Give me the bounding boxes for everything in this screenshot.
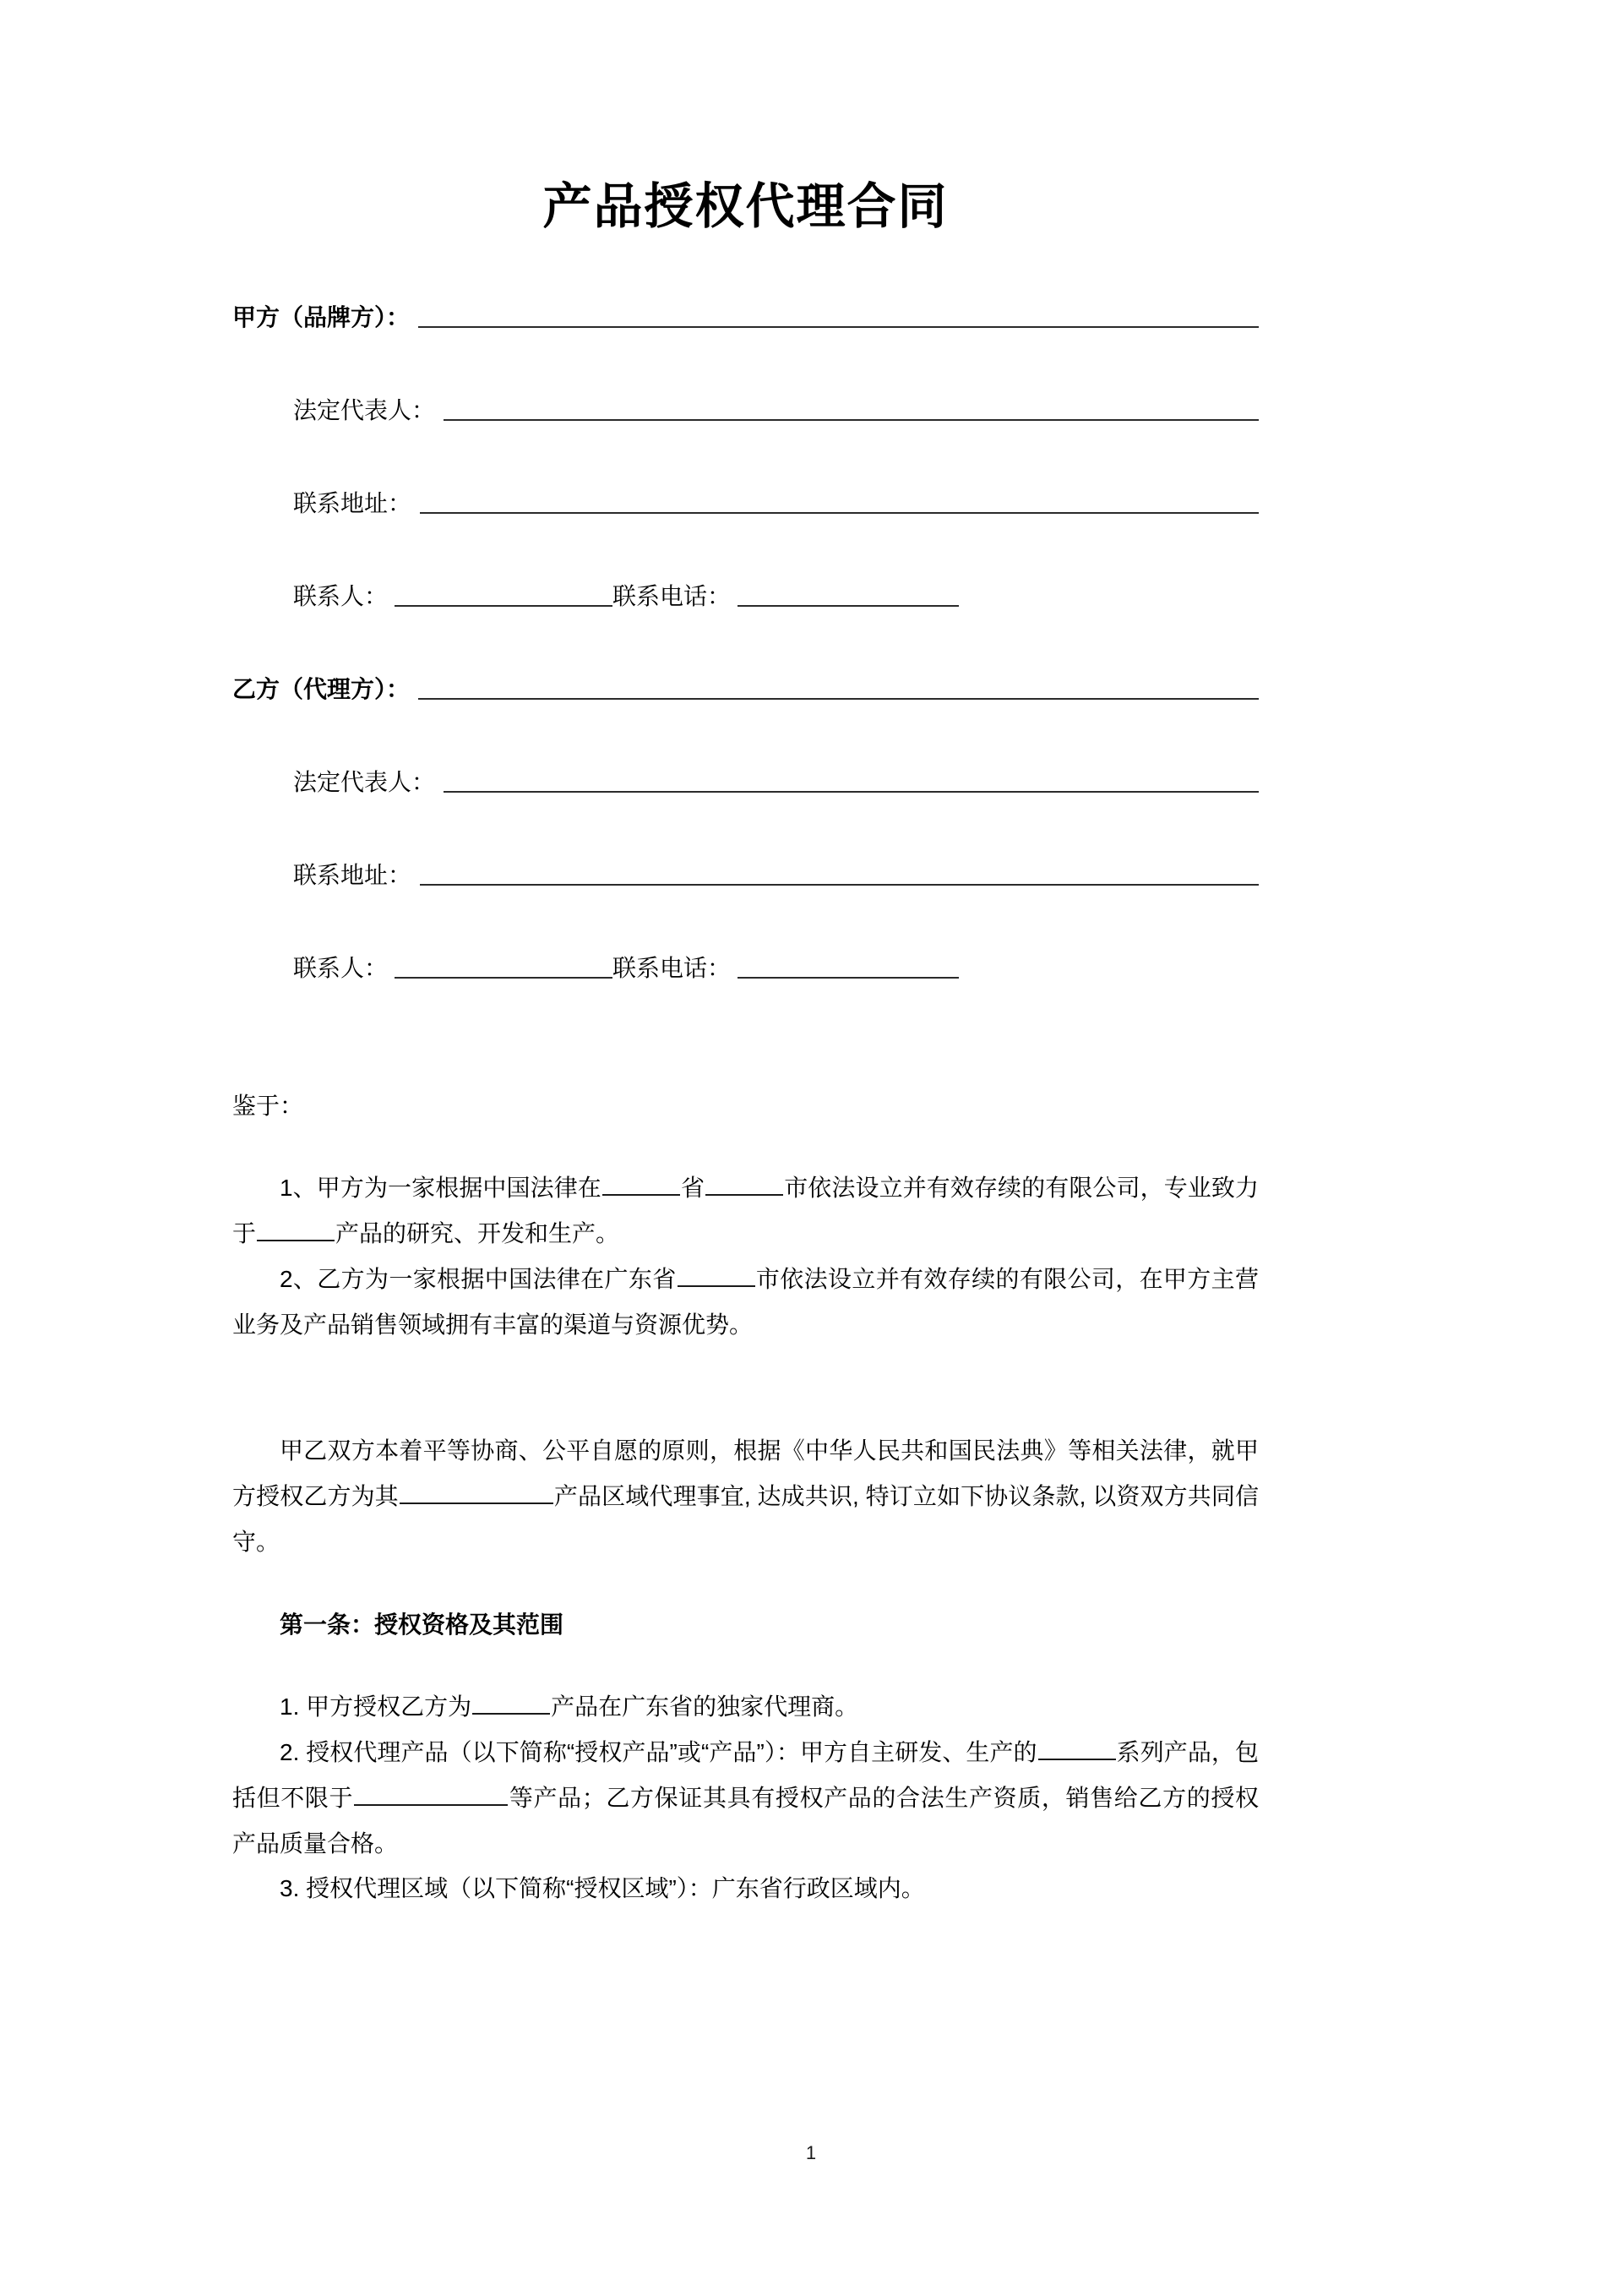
party-b-name-fill[interactable] [418,698,1259,700]
spacer-after-clause-1-heading [232,1647,1259,1684]
party-b-phone-fill[interactable] [738,977,959,979]
spacer-before-agreement-intro [232,1347,1259,1428]
clause-1-item-1-text-b: 产品在广东省的独家代理商。 [551,1693,859,1721]
recitals-heading: 鉴于： [232,1092,304,1119]
agreement-intro-paragraph [232,1428,1259,1564]
party-b-contact-label: 联系人： [293,954,389,981]
clause-1-item-2-text-c: 等产品；乙方保证其具有授权产品的合法生产资质，销售给乙方的授权产品质量合格。 [232,1784,1259,1857]
party-a-contact-fill[interactable] [395,605,612,607]
recital-2-city-blank[interactable] [678,1260,755,1286]
party-a-phone-fill[interactable] [738,605,959,607]
recital-1-text-d: 产品的研究、开发和生产。 [335,1220,620,1247]
party-a-label: 甲方（品牌方）： [232,303,411,330]
parties-block [232,286,1259,984]
clause-1-item-2 [232,1730,1259,1866]
party-b-address-row [232,843,1259,891]
party-b-legal-rep-label: 法定代表人： [293,768,436,795]
spacer-before-clause-1 [232,1565,1259,1602]
party-a-legal-rep-label: 法定代表人： [293,396,436,423]
party-b-address-label: 联系地址： [293,861,412,888]
page-number: 1 [805,2142,817,2163]
party-b-label: 乙方（代理方）： [232,675,411,702]
recital-1-text-c: 市依法设立并有效存续的有限公司，专业致力于 [232,1175,1259,1247]
clause-1-item-2-text-a: 2. 授权代理产品（以下简称“授权产品”或“产品”）：甲方自主研发、生产的 [280,1739,1037,1766]
agreement-intro-product-blank[interactable] [400,1478,553,1504]
clause-1-heading: 第一条：授权资格及其范围 [280,1611,564,1638]
party-a-address-fill[interactable] [420,512,1259,514]
clause-1-item-2-series-blank[interactable] [1038,1734,1116,1760]
clause-1-item-1-text-a: 1. 甲方授权乙方为 [280,1693,472,1721]
recital-2-text-a: 2、乙方为一家根据中国法律在广东省 [280,1265,677,1292]
party-a-address-row [232,472,1259,519]
party-a-name-fill[interactable] [418,326,1259,328]
party-a-legal-rep-fill[interactable] [444,419,1259,421]
recital-1-city-blank[interactable] [705,1170,783,1196]
spacer-before-recitals [232,984,1259,1083]
recital-1-text-a: 1、甲方为一家根据中国法律在 [280,1175,601,1202]
agreement-intro-text-a: 甲乙双方本着平等协商、公平自愿的原则，根据《中华人民共和国民法典》等相关法律，就甲方授权乙方为其 [232,1437,1259,1510]
party-a-name-row [232,286,1259,333]
party-b-address-fill[interactable] [420,884,1259,886]
party-a-contact-label: 联系人： [293,582,389,609]
spacer-recitals-heading [232,1128,1259,1165]
clause-1-item-3: 3. 授权代理区域（以下简称“授权区域”）：广东省行政区域内。 [280,1875,925,1902]
party-a-phone-label: 联系电话： [612,582,732,609]
party-b-legal-rep-fill[interactable] [444,791,1259,793]
clause-1-item-1-product-blank[interactable] [472,1688,550,1715]
party-b-phone-label: 联系电话： [612,954,732,981]
party-b-name-row [232,657,1259,705]
recital-2-text-b: 市依法设立并有效存续的有限公司，在甲方主营业务及产品销售领域拥有丰富的渠道与资源优势。 [232,1265,1259,1338]
recital-item-2 [232,1257,1259,1348]
party-b-contact-fill[interactable] [395,977,612,979]
recital-1-province-blank[interactable] [602,1170,680,1196]
clause-1-item-2-text-b: 系列产品，包括但不限于 [232,1739,1259,1811]
document-content [232,0,1259,1912]
party-b-contact-row [232,936,1259,984]
party-a-contact-row [232,564,1259,612]
party-a-legal-rep-row [232,379,1259,426]
party-b-legal-rep-row [232,750,1259,798]
recital-1-product-blank[interactable] [257,1215,335,1241]
recital-item-1 [232,1165,1259,1257]
party-a-address-label: 联系地址： [293,489,412,516]
clause-1-item-2-products-blank[interactable] [354,1779,508,1805]
agreement-intro-text-b: 产品区域代理事宜, 达成共识, 特订立如下协议条款, 以资双方共同信守。 [232,1483,1259,1555]
page-title: 产品授权代理合同 [542,179,949,234]
recital-1-text-b: 省 [680,1175,705,1202]
clause-1-item-1 [232,1684,1259,1730]
